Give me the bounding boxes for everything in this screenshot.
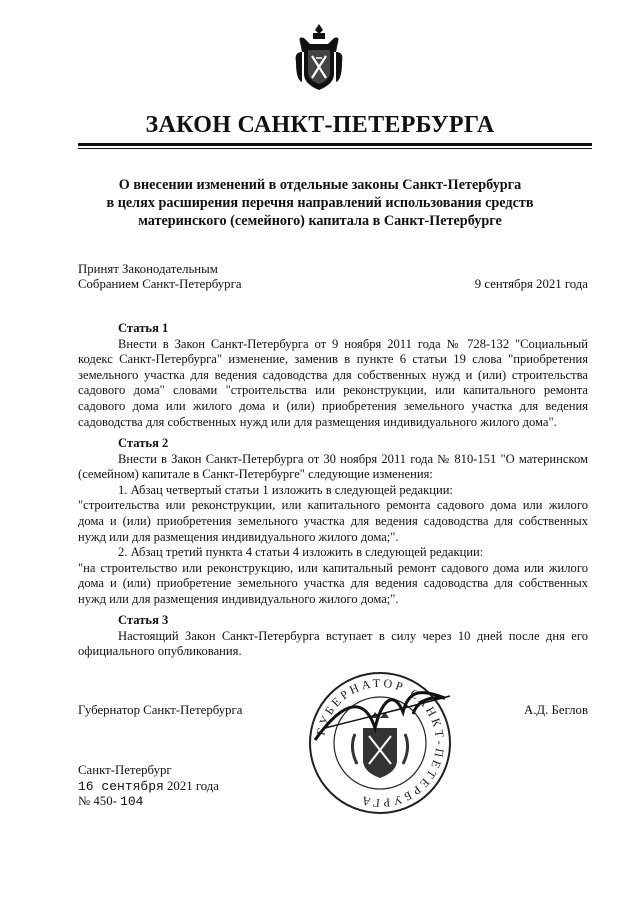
law-title: ЗАКОН САНКТ-ПЕТЕРБУРГА bbox=[145, 112, 495, 138]
law-number-value: 104 bbox=[120, 794, 144, 809]
article-3 bbox=[78, 613, 588, 660]
law-number-prefix: № 450- bbox=[78, 794, 117, 808]
article-1 bbox=[78, 321, 588, 430]
article-heading: Статья 2 bbox=[118, 436, 169, 450]
adoption-note bbox=[78, 262, 242, 292]
article-paragraph: "на строительство или реконструкцию, или капитальный ремонт садового дома или жилого дома и (или) приобретение земельного участка для ведения садоводства для собственных нужд или для размещения индивидуального жилого дома;". bbox=[78, 560, 588, 606]
adoption-line: Принят Законодательным bbox=[78, 262, 218, 276]
subject-line: в целях расширения перечня направлений использования средств bbox=[106, 195, 534, 211]
article-2 bbox=[78, 436, 588, 608]
title-rule-thick bbox=[78, 143, 592, 146]
signing-date-year: 2021 года bbox=[167, 778, 219, 793]
adoption-line: Собранием Санкт-Петербурга bbox=[78, 277, 242, 291]
subject-line: О внесении изменений в отдельные законы Санкт-Петербурга bbox=[118, 177, 522, 193]
article-paragraph: "строительства или реконструкции, или капитального ремонта садового дома или жилого дома и (или) приобретения земельного участка для ведения садоводства для собственных нужд или для размещения индивидуального жилого дома;". bbox=[78, 498, 588, 544]
subject-line: материнского (семейного) капитала в Санкт-Петербурге bbox=[138, 213, 502, 229]
signing-date-day-month: 16 сентября bbox=[78, 778, 164, 794]
adoption-date: 9 сентября 2021 года bbox=[474, 277, 588, 291]
place-city: Санкт-Петербург bbox=[78, 763, 172, 777]
article-paragraph: Внести в Закон Санкт-Петербурга от 9 ноября 2011 года № 728-132 "Социальный кодекс Санкт-Петербурга" изменение, заменив в пункте 6 статьи 19 слова "приобретения земельного участка для ведения садоводства для собственных нужд и (или) строительства садового дома" словами "строительства или реконструкции, или капитального ремонта садового дома или жилого дома и (или) приобретения земельного участка для ведения садоводства для собственных нужд или для размещения индивидуального жилого дома". bbox=[78, 336, 588, 429]
article-paragraph: 1. Абзац четвертый статьи 1 изложить в следующей редакции: bbox=[118, 482, 453, 497]
article-paragraph: 2. Абзац третий пункта 4 статьи 4 изложить в следующей редакции: bbox=[118, 545, 484, 560]
seal-text: ГУБЕРНАТОР САНКТ-ПЕТЕРБУРГА bbox=[313, 675, 448, 811]
official-seal-stamp bbox=[305, 668, 455, 818]
article-heading: Статья 1 bbox=[118, 321, 169, 335]
place-date-number bbox=[78, 763, 219, 810]
article-paragraph: Настоящий Закон Санкт-Петербурга вступает в силу через 10 дней после дня его официального опубликования. bbox=[78, 628, 588, 659]
signatory-position: Губернатор Санкт-Петербурга bbox=[78, 703, 243, 717]
signatory-name: А.Д. Беглов bbox=[523, 703, 588, 717]
article-paragraph: Внести в Закон Санкт-Петербурга от 30 ноября 2011 года № 810-151 "О материнском (семейном) капитале в Санкт-Петербурге" следующие изменения: bbox=[78, 451, 588, 482]
law-number bbox=[78, 794, 219, 810]
article-heading: Статья 3 bbox=[118, 613, 169, 627]
signing-date bbox=[78, 779, 219, 795]
title-rule-thin bbox=[78, 148, 592, 149]
coat-of-arms-emblem bbox=[294, 22, 344, 94]
law-subject bbox=[60, 176, 580, 230]
